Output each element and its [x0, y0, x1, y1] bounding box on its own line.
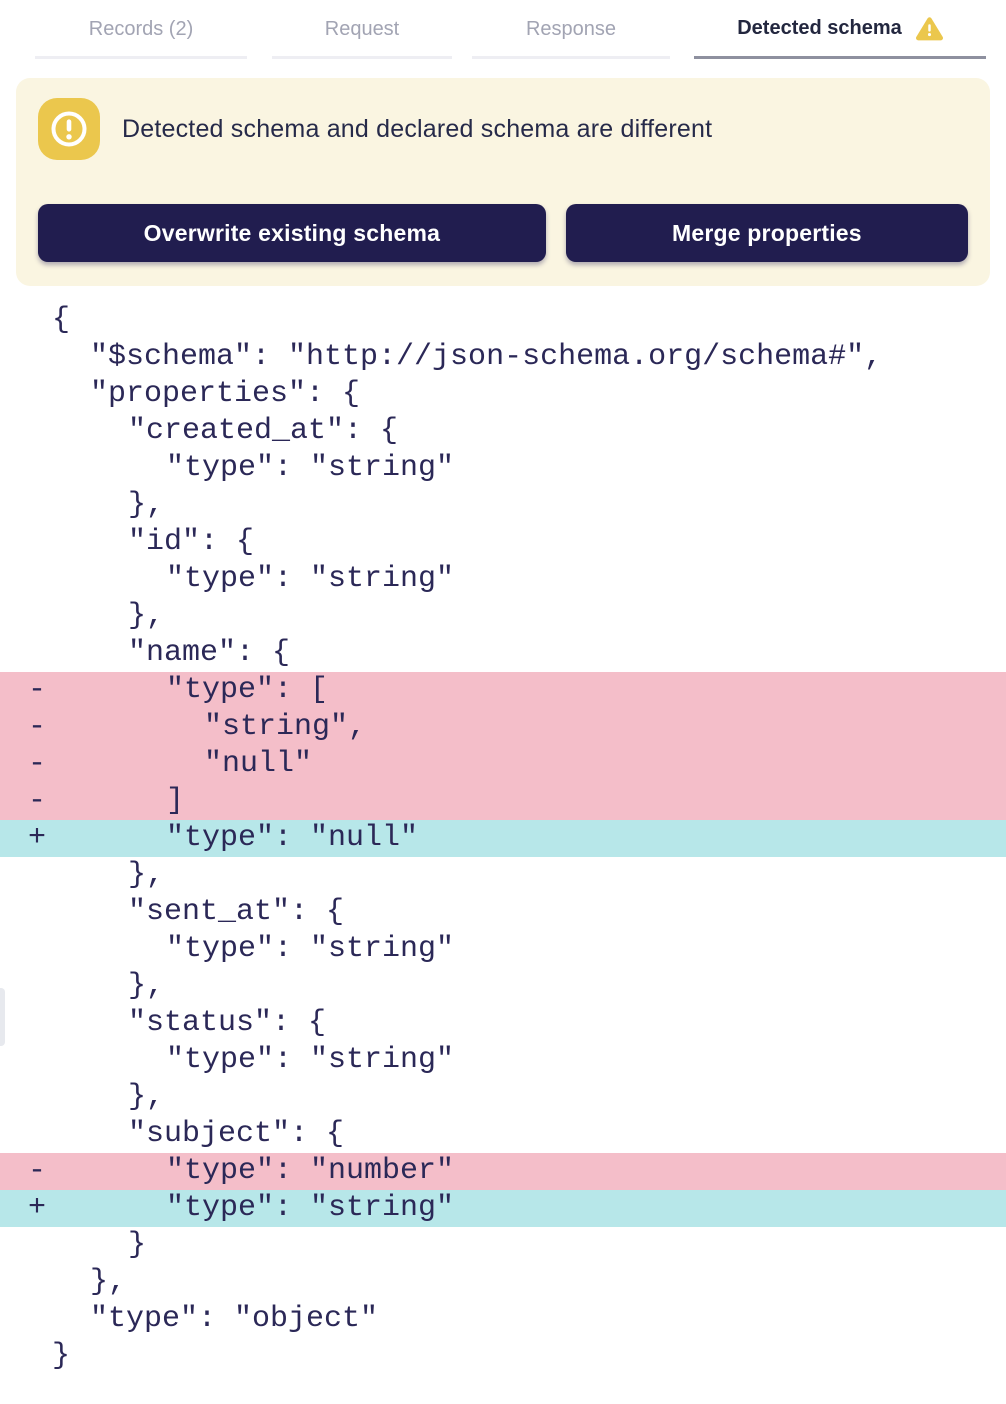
diff-line	[0, 1264, 1006, 1301]
diff-line	[0, 302, 1006, 339]
diff-code-text: },	[90, 1265, 127, 1299]
diff-code-text: },	[128, 599, 165, 633]
diff-code-text: "type": "null"	[166, 821, 419, 855]
warning-triangle-icon	[916, 16, 943, 41]
diff-line	[0, 1338, 1006, 1375]
diff-line	[0, 487, 1006, 524]
diff-line	[0, 1301, 1006, 1338]
tab-records-label: Records (2)	[88, 18, 194, 40]
diff-code-text: "string",	[204, 710, 367, 744]
diff-code-text: "$schema": "http://json-schema.org/schema#",	[90, 340, 883, 374]
schema-mismatch-alert	[16, 78, 990, 286]
diff-code-text: "type": "object"	[90, 1302, 379, 1336]
alert-title: Detected schema and declared schema are different	[122, 114, 713, 143]
merge-properties-button[interactable]: Merge properties	[566, 204, 968, 262]
diff-code-text: "type": "string"	[166, 451, 455, 485]
diff-line	[0, 968, 1006, 1005]
diff-code-text: "status": {	[128, 1006, 327, 1040]
diff-line	[0, 672, 1006, 709]
diff-marker: +	[28, 821, 47, 855]
scrollbar-thumb[interactable]	[0, 988, 5, 1046]
diff-line	[0, 376, 1006, 413]
diff-line	[0, 709, 1006, 746]
diff-line	[0, 339, 1006, 376]
tab-detected-schema[interactable]	[694, 16, 986, 59]
diff-code-text: "name": {	[128, 636, 291, 670]
diff-code-text: ]	[166, 784, 185, 818]
overwrite-existing-schema-button[interactable]: Overwrite existing schema	[38, 204, 546, 262]
diff-code-text: "id": {	[128, 525, 255, 559]
diff-line	[0, 413, 1006, 450]
diff-line	[0, 598, 1006, 635]
diff-code-text: },	[128, 858, 165, 892]
diff-line	[0, 635, 1006, 672]
diff-marker: -	[28, 673, 47, 707]
diff-line	[0, 1079, 1006, 1116]
alert-actions	[38, 204, 968, 262]
diff-line	[0, 450, 1006, 487]
diff-code-text: "subject": {	[128, 1117, 345, 1151]
diff-marker: -	[28, 1154, 47, 1188]
diff-line	[0, 1042, 1006, 1079]
diff-marker: -	[28, 747, 47, 781]
diff-line	[0, 857, 1006, 894]
diff-code-text: }	[52, 1339, 71, 1373]
tab-bar	[0, 0, 1006, 59]
diff-line	[0, 894, 1006, 931]
diff-code-text: "type": [	[166, 673, 329, 707]
diff-code-text: "created_at": {	[128, 414, 399, 448]
diff-marker: -	[28, 784, 47, 818]
diff-code-text: "type": "string"	[166, 932, 455, 966]
tab-request-label: Request	[324, 18, 400, 40]
diff-line	[0, 1116, 1006, 1153]
diff-marker: -	[28, 710, 47, 744]
diff-line	[0, 746, 1006, 783]
diff-code-text: "sent_at": {	[128, 895, 345, 929]
diff-code-text: }	[128, 1228, 147, 1262]
diff-code-text: "type": "number"	[166, 1154, 455, 1188]
diff-code-text: },	[128, 1080, 165, 1114]
diff-code-text: "properties": {	[90, 377, 361, 411]
diff-code-text: {	[52, 303, 71, 337]
tab-response-label: Response	[525, 18, 617, 40]
alert-header	[38, 98, 968, 160]
schema-diff-view	[0, 302, 1006, 1375]
diff-line	[0, 561, 1006, 598]
diff-code-text: "type": "string"	[166, 1191, 455, 1225]
tab-records[interactable]	[35, 18, 247, 59]
diff-code-text: },	[128, 969, 165, 1003]
diff-marker: +	[28, 1191, 47, 1225]
diff-line	[0, 783, 1006, 820]
tab-request[interactable]	[272, 18, 452, 59]
diff-line	[0, 820, 1006, 857]
diff-code-text: },	[128, 488, 165, 522]
tab-response[interactable]	[472, 18, 670, 59]
diff-code-text: "type": "string"	[166, 1043, 455, 1077]
diff-line	[0, 1227, 1006, 1264]
exclamation-circle-icon	[38, 98, 100, 160]
diff-line	[0, 931, 1006, 968]
diff-code-text: "type": "string"	[166, 562, 455, 596]
diff-line	[0, 1153, 1006, 1190]
diff-line	[0, 524, 1006, 561]
diff-line	[0, 1005, 1006, 1042]
diff-code-text: "null"	[204, 747, 313, 781]
tab-detected-schema-label: Detected schema	[737, 17, 902, 39]
diff-line	[0, 1190, 1006, 1227]
